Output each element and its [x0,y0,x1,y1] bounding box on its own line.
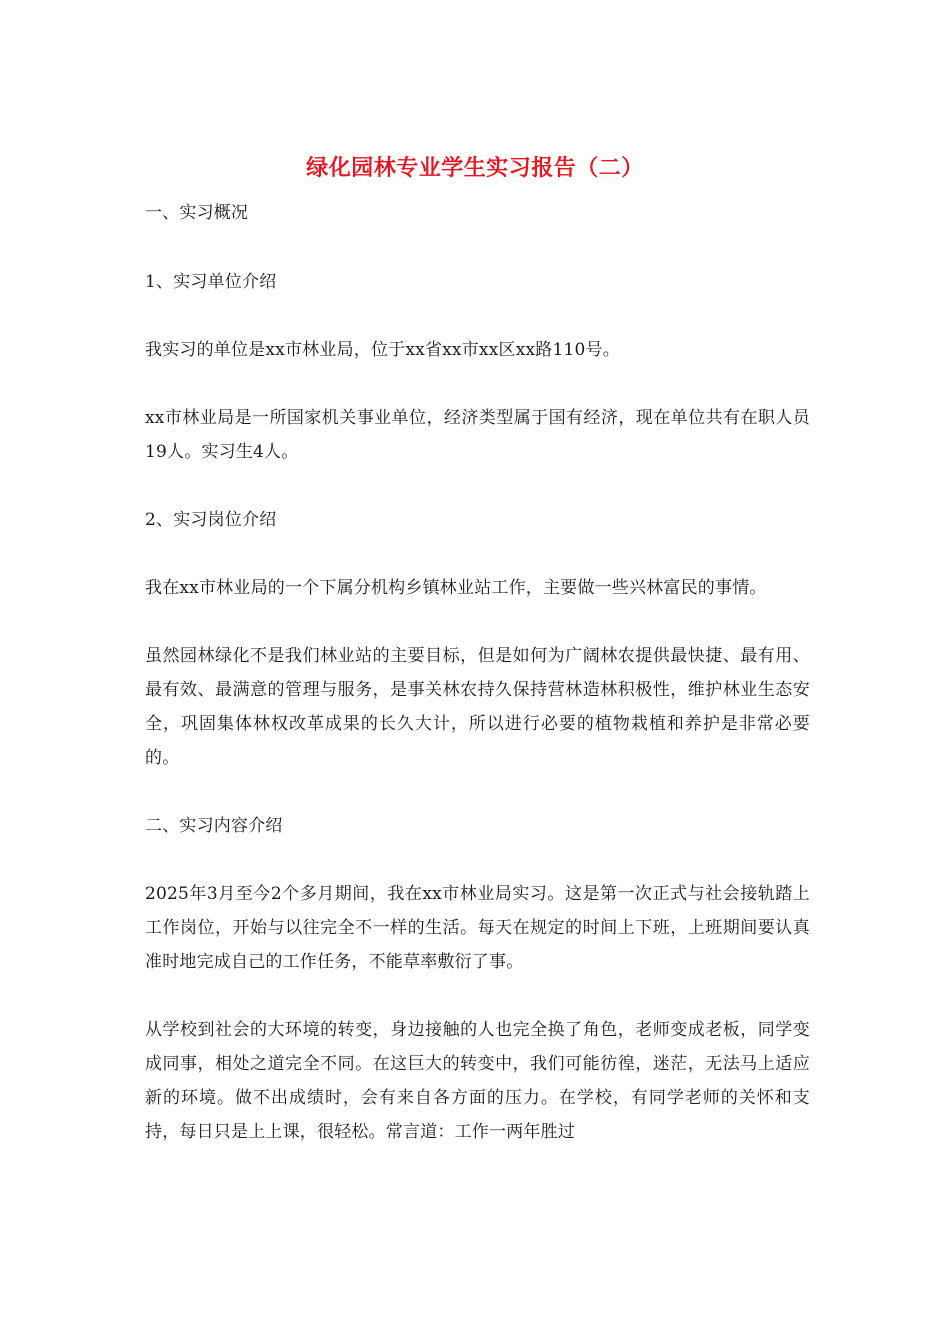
paragraph-environment-change: 从学校到社会的大环境的转变，身边接触的人也完全换了角色，老师变成老板，同学变成同事，相处之道完全不同。在这巨大的转变中，我们可能彷徨，迷茫，无法马上适应新的环境。做不出成绩时，会有来自各方面的压力。在学校，有同学老师的关怀和支持，每日只是上上课，很轻松。常言道：工作一两年胜过 [145,1020,810,1142]
subsection-heading-unit: 1、实习单位介绍 [145,272,277,292]
paragraph-unit-description: xx市林业局是一所国家机关事业单位，经济类型属于国有经济，现在单位共有在职人员19人。实习生4人。 [145,408,810,462]
paragraph-internship-period: 2025年3月至今2个多月期间，我在xx市林业局实习。这是第一次正式与社会接轨踏上工作岗位，开始与以往完全不一样的生活。每天在规定的时间上下班，上班期间要认真准时地完成自己的工作任务，不能草率敷衍了事。 [145,884,810,972]
document-title: 绿化园林专业学生实习报告（二） [306,155,644,181]
document-body [145,196,810,1149]
subsection-heading-position: 2、实习岗位介绍 [145,510,277,530]
paragraph-greening-importance: 虽然园林绿化不是我们林业站的主要目标，但是如何为广阔林农提供最快捷、最有用、最有效、最满意的管理与服务，是事关林农持久保持营林造林积极性，维护林业生态安全，巩固集体林权改革成果的长久大计，所以进行必要的植物栽植和养护是非常必要的。 [145,646,810,768]
paragraph-position-description: 我在xx市林业局的一个下属分机构乡镇林业站工作，主要做一些兴林富民的事情。 [145,578,767,598]
section-heading-content: 二、实习内容介绍 [145,816,283,836]
paragraph-unit-address: 我实习的单位是xx市林业局，位于xx省xx市xx区xx路110号。 [145,340,620,360]
section-heading-overview: 一、实习概况 [145,203,249,223]
